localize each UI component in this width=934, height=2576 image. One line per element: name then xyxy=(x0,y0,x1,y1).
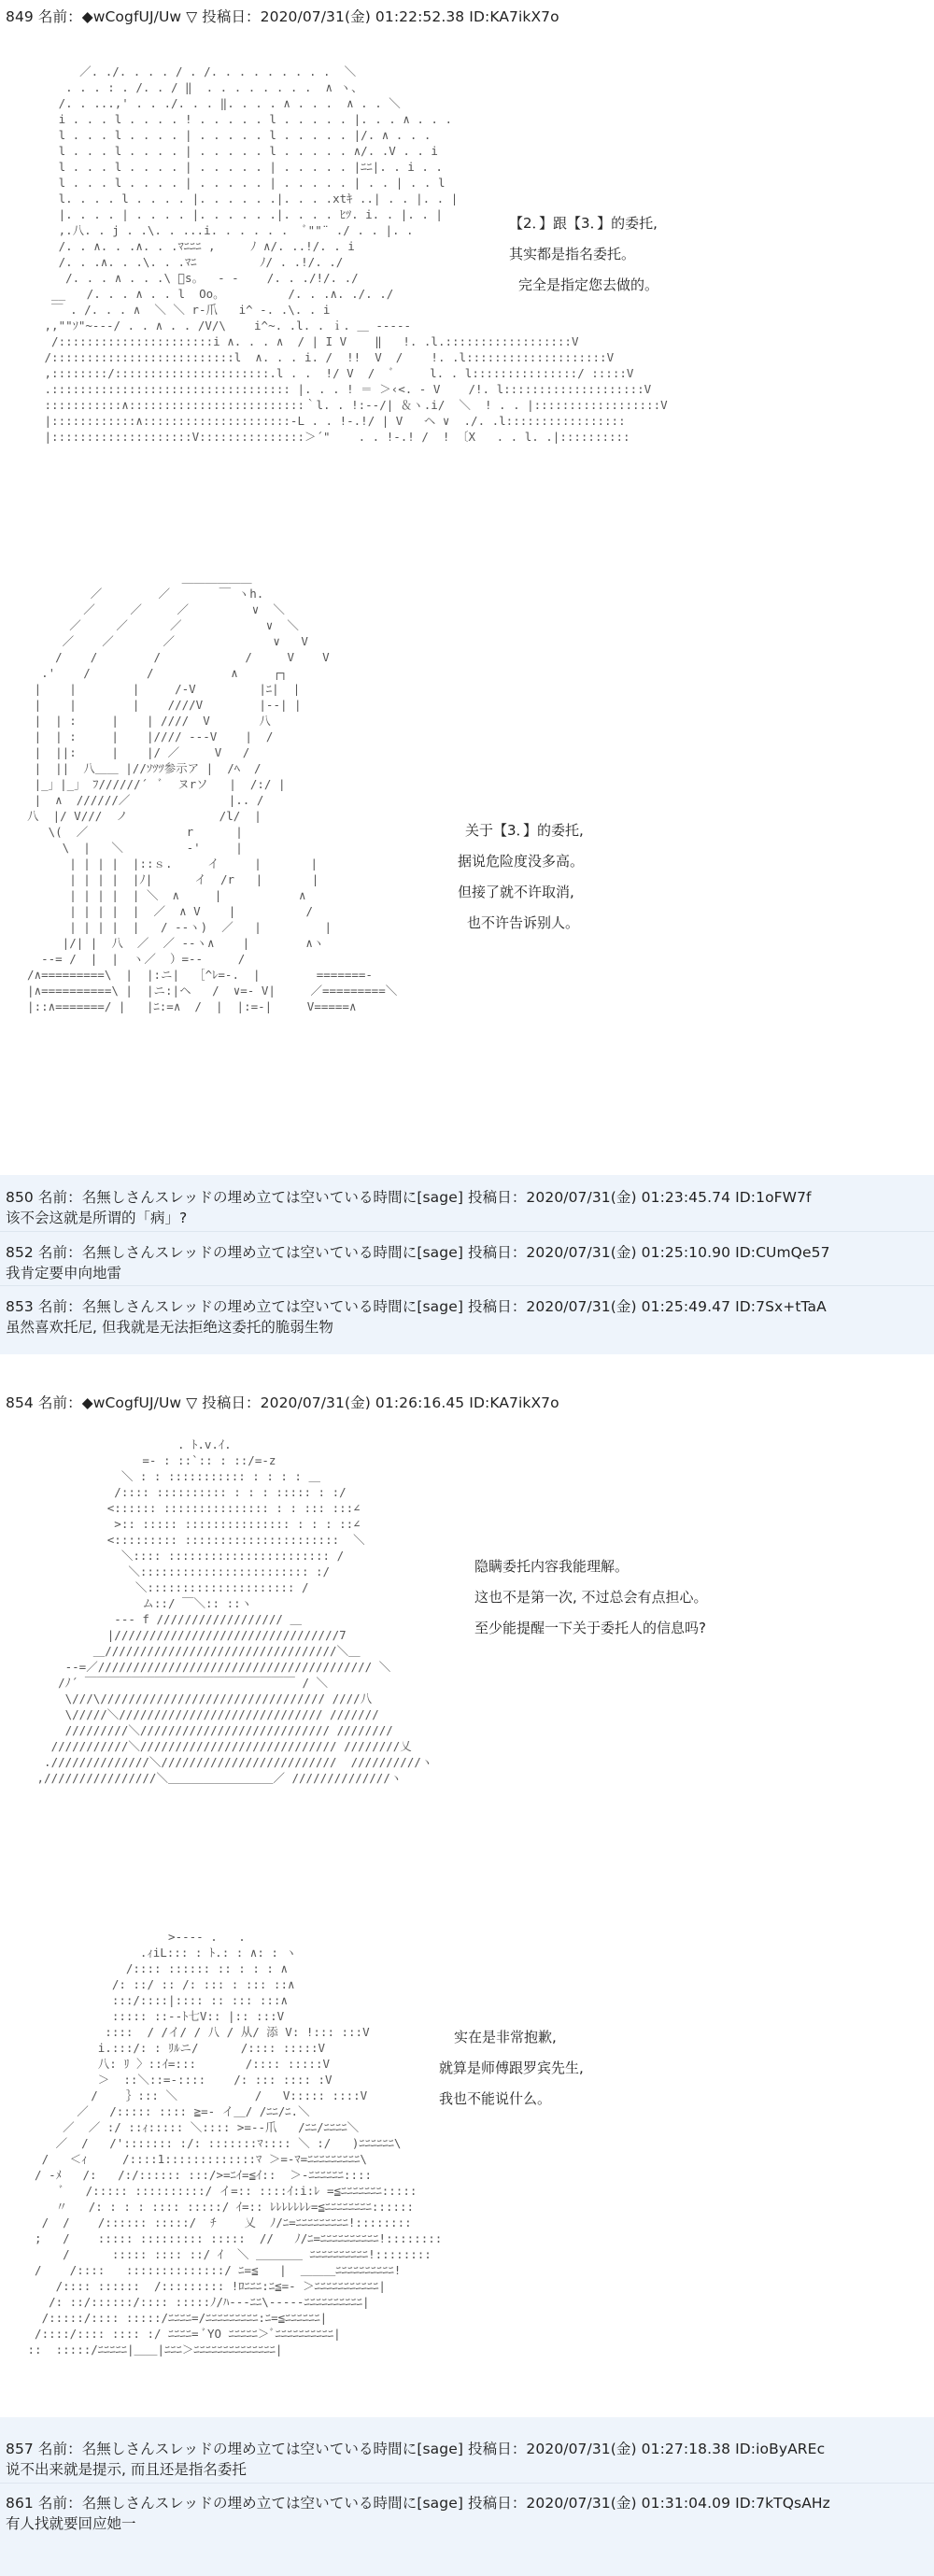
dialogue-line: 我也不能说什么。 xyxy=(439,2090,552,2107)
reply-group xyxy=(0,2417,934,2576)
ascii-art: >‐‐‐‐ . . .ｨiL::: : ﾄ.: : ∧: : ヽ /:::: :::::: :: : : : ∧ /: ::/ :: /: ::: : ::: ::∧ :::/::::|:::: :: ::: :::∧ ::::: ::‐‐ﾄ七V:: |:: :::V :::: / /イ/ / 八 / 从/ 添 V: !::: :::V i.:::/: : ﾘﾙニ/ /:::: :::::V 八: ﾘ 〉::ｲ=::: /:::: :::::V ＞ ::＼::=‐:::: /: ::: :::: :V / ｝::: ＼ / V::::: ::::V ／ /::::: :::: ≧=‐ イ＿/ /ﾆﾆ/ﾆ.＼ ／ ／ :/ ::ｨ::::: ＼:::: >=‐‐爪 /ﾆﾆ/ﾆﾆﾆﾆ＼ ／ / /'::::::: :/: :::::::ﾏ:::: ＼ :/ )ﾆﾆﾆﾆﾆﾆ\ / ＜ｨ /::::1:::::::::::::ﾏ ＞=‐ﾏ=ﾆﾆﾆﾆﾆﾆﾆﾆﾆ\ / ‐ﾒ /: /:/:::::: :::/>=ﾆｲ=≦ｲ:: ＞‐ﾆﾆﾆﾆﾆﾆ:::: ﾞ /::::: ::::::::::/ イ=:: ::::ｲ:i:ﾚ =≦ﾆﾆﾆﾆﾆﾆﾆ::::: 〃 /: : : : :::: :::::/ ｲ=:: ﾚﾚﾚﾚﾚﾚﾚ=≦ﾆﾆﾆﾆﾆﾆﾆﾆ:::::: / / /:::::: :::::/ ﾁ 乂 ﾉ/ﾆ=ﾆﾆﾆﾆﾆﾆﾆﾆﾆ!:::::::: ; / ::::: ::::::::: ::::: // ﾉ/ﾆ=ﾆﾆﾆﾆﾆﾆﾆﾆﾆﾆ!:::::::: / ::::: :::: ::/ ｲ ＼ ＿＿＿＿ ﾆﾆﾆﾆﾆﾆﾆﾆﾆﾆ!:::::::: / /:::: ::::::::::::::/ ﾆ=≦ | ＿＿＿ﾆﾆﾆﾆﾆﾆﾆﾆﾆﾆ! /:::: :::::: /::::::::: !ﾛﾆﾆﾆ:ﾆ≦=‐ ＞ﾆﾆﾆﾆﾆﾆﾆﾆﾆﾆﾆ| /: ::/::::::/:::: :::::ﾉ/ﾊ‐‐‐ﾆﾆ\‐‐‐‐‐ﾆﾆﾆﾆﾆﾆﾆﾆﾆﾆ| /:::::/:::: :::::/ﾆﾆﾆﾆ=/ﾆﾆﾆﾆﾆﾆﾆﾆﾆ:ﾆ=≦ﾆﾆﾆﾆﾆﾆ| /::::/:::: :::: :/ ﾆﾆﾆﾆ= ﾞYO ﾆﾆﾆﾆﾆ＞ﾞﾆﾆﾆﾆﾆﾆﾆﾆﾆﾆ| :: :::::/ﾆﾆﾆﾆﾆ|＿＿|ﾆﾆﾆ＞ﾆﾆﾆﾆﾆﾆﾆﾆﾆﾆﾆﾆﾆﾆ| xyxy=(27,1930,443,2357)
post-body: 该不会这就是所谓的「病」? xyxy=(6,1210,188,1226)
dialogue-line: 其实都是指名委托。 xyxy=(509,246,636,262)
post-854 xyxy=(0,1354,934,2417)
dialogue-line: 就算是师傅跟罗宾先生, xyxy=(439,2059,584,2076)
post-body: 虽然喜欢托尼, 但我就是无法拒绝这委托的脆弱生物 xyxy=(6,1319,333,1336)
dialogue-line: 隐瞒委托内容我能理解。 xyxy=(474,1558,630,1575)
reply-group xyxy=(0,1175,934,1354)
post-body: 有人找就要回应她一 xyxy=(6,2515,136,2532)
ascii-art: . ﾄ.v.ｲ. =‐ : ::`:: : ::/=‐z ＼ : : ::::::::::: : : : : ＿ /:::: :::::::::: : : : ::::: : :/ <:::::: ::::::::::::::: : : ::: :::∠ >:: ::::: ::::::::::::::: : : : ::∠ <::::::::: :::::::::::::::::::::: ＼ ＼:::: ::::::::::::::::::::::: / ＼:::::::::::::::::::::::: :/ ＼::::::::::::::::::::: / ム::/ ￣＼:: ::ヽ ‐‐‐ f ////////////////// ＿ |////////////////////////////////7 ＿/////////////////////////////////＼＿ ‐‐=／/////////////////////////////////////// ＼ /ﾉ´ ￣￣￣￣￣￣￣￣￣￣￣￣￣￣￣￣￣￣ / ＼ \///\//////////////////////////////// ////八 \/////＼///////////////////////////// /////// /////////＼/////////////////////////// //////// ///////////＼//////////////////////////// ////////乂 .//////////////＼///////////////////////// //////////ヽ ,////////////////＼＿＿＿＿＿＿＿＿＿／ //////////////ヽ xyxy=(36,1437,433,1785)
dialogue-line: 据说危险度没多高。 xyxy=(458,853,585,870)
divider xyxy=(0,1285,934,1286)
dialogue-block xyxy=(509,213,658,305)
ascii-art: ＿＿＿＿＿＿ ／ ／ ￣ ヽh. ／ ／ ／ ∨ ＼ ／ ／ ／ ∨ ＼ ／ ／ ／ ∨ V / / / / V V .' / / ∧ ┌┐ | | | /‐V |ﾆ| | | | | ////V |‐‐| | | | : | | //// V 八 | | : | |//// ‐‐‐V | / | ||: | |/ ／ V / | || 八＿＿ |//ｿﾂﾂ参示ア | /ﾍ / |_」|_」 ﾌ//////´ ﾞ ヌrソ | /:/ | | ∧ //////／ |.. / 八 |/ V/// ノ /l/ | \( ／ r | \ | ＼ ‐' | | | | | |::ｓ. イ | | | | | | |ﾉ| イ /r | | | | | | | ＼ ∧ | ∧ | | | | | ／ ∧ V | / | | | | | / ‐‐ヽ) ／ | | |/| | 八 ／ ／ ‐‐ヽ∧ | ∧ヽ ‐‐= / | | ヽ／ ）=-‐ / /∧=========\ | |:ニ| ［^ﾚ=‐. | =======‐ |∧==========\ | |ニ:|ヘ / ∨=‐ V| ／=========＼ |::∧=======/ | |ﾆ:=∧ / | |:=-| V=====∧ xyxy=(27,571,398,1013)
post-header: 861 名前：名無しさんスレッドの埋め立ては空いている時間に[sage] 投稿日：2020/07/31(金) 01:31:04.09 ID:7kTQsAHz xyxy=(6,2495,830,2512)
dialogue-line: 这也不是第一次, 不过总会有点担心。 xyxy=(474,1589,708,1606)
dialogue-line: 完全是指定您去做的。 xyxy=(518,276,659,293)
dialogue-block xyxy=(458,820,584,943)
ascii-art: ／. ./. . . . / . /. . . . . . . . . ＼ . . . : . /. . / ‖ . . . . . . . . ∧ ヽ、 /. . ...,' . . ./. . . ‖. . . . ∧ . . . ∧ . . ＼ i . . . l . . . . ! . . . . . l . . . . . |. . . ∧ . . . l . . . l . . . . | . . . . . l . . . . . |/. ∧ . . . l . . . l . . . . | . . . . . l . . . . . ∧/. .V . . i l . . . l . . . . | . . . . . | . . . . . |ﾆﾆ|. . i . . l . . . l . . . . | . . . . . | . . . . . | . . | . . l l. . . . l . . . . |. . . . . .|. . . .xtｷ ..| . . |. . | |. . . . | . . . . |. . . . . .|. . . . ﾋﾂ. i. . |. . | ,.八. . j . .\. . ...i. . . . . . ﾞ""¨ ./ . . |. . /. . ∧. . .∧. . .ﾏﾆﾆﾆ , ﾉ ∧/. ..!/. . i /. . .∧. . .\. . .ﾏﾆ ﾉ/ . .!/. ./ /. . . ∧ . . .\ ﾞs。 ‐ ‐ /. . ./!/. ./ __ /. . . ∧ . . l Oo。 /. . .∧. ./. ./ ￣ . /. . . ∧ ＼ ＼ r‐爪 i^ ‐. .\. . i ,,""ｿ"~‐‐‐/ . . ∧ . . /V/\ i^~. .l. . ｉ. ＿ ‐‐‐‐‐ /::::::::::::::::::::::i ∧. . . ∧ / | I V ‖ !. .l.::::::::::::::::::V /::::::::::::::::::::::::::l ∧. . . i. / !! V / !. .l::::::::::::::::::::V ,::::::::/::::::::::::::::::::::.l . . !/ V / ﾞ l. . l:::::::::::::::/ :::::V .:::::::::::::::::::::::::::::::::: |. . . ! ＝ ＞‹<. ‐ V /!. l::::::::::::::::::::V :::::::::::∧:::::::::::::::::::::::::｀l. . !:‐‐/| ＆ヽ.i/ ＼ ! . . |::::::::::::::::::V |::::::::::::∧:::::::::::::::::::::‐L . . !-.!/ | V ヘ ∨ ./. .l::::::::::::::::: |::::::::::::::::::::V:::::::::::::::＞´" . . !-.! / ! 〔X . . l. .|:::::::::: xyxy=(44,64,668,444)
post-header: 853 名前：名無しさんスレッドの埋め立ては空いている時間に[sage] 投稿日：2020/07/31(金) 01:25:49.47 ID:7Sx+tTaA xyxy=(6,1298,827,1315)
post-header: 854 名前：◆wCogfUJ/Uw ▽ 投稿日：2020/07/31(金) 01:26:16.45 ID:KA7ikX7o xyxy=(6,1394,559,1411)
dialogue-line: 但接了就不许取消, xyxy=(458,884,574,900)
dialogue-line: 也不许告诉别人。 xyxy=(467,914,580,931)
dialogue-line: 实在是非常抱歉, xyxy=(454,2029,557,2045)
post-header: 849 名前：◆wCogfUJ/Uw ▽ 投稿日：2020/07/31(金) 01:22:52.38 ID:KA7ikX7o xyxy=(6,8,559,25)
divider xyxy=(0,2483,934,2484)
post-849 xyxy=(0,0,934,1175)
dialogue-block xyxy=(474,1556,708,1649)
post-header: 850 名前：名無しさんスレッドの埋め立ては空いている時間に[sage] 投稿日：2020/07/31(金) 01:23:45.74 ID:1oFW7f xyxy=(6,1189,812,1206)
dialogue-line: 至少能提醒一下关于委托人的信息吗? xyxy=(474,1620,706,1636)
post-body: 说不出来就是提示, 而且还是指名委托 xyxy=(6,2461,247,2478)
post-header: 857 名前：名無しさんスレッドの埋め立ては空いている時間に[sage] 投稿日：2020/07/31(金) 01:27:18.38 ID:ioByAREc xyxy=(6,2441,826,2457)
dialogue-block xyxy=(439,2027,584,2119)
dialogue-line: 【2．】跟【3．】的委托, xyxy=(509,215,658,232)
dialogue-line: 关于【3．】的委托, xyxy=(465,822,584,839)
post-header: 852 名前：名無しさんスレッドの埋め立ては空いている時間に[sage] 投稿日：2020/07/31(金) 01:25:10.90 ID:CUmQe57 xyxy=(6,1244,830,1261)
post-body: 我肯定要申向地雷 xyxy=(6,1265,122,1281)
divider xyxy=(0,1231,934,1232)
